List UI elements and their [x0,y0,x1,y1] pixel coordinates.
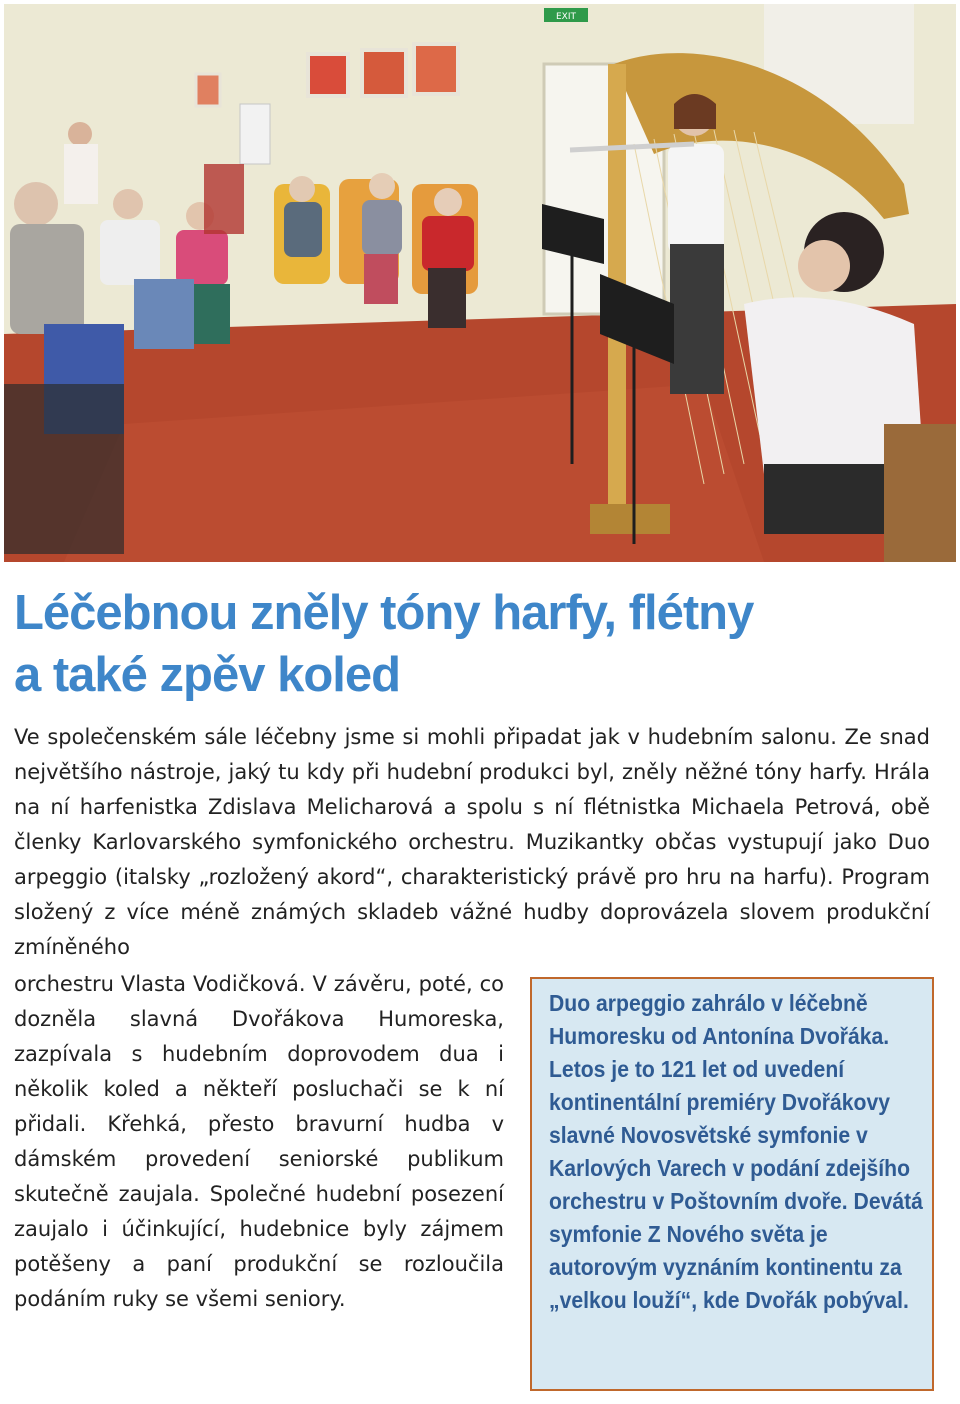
article-title [14,582,944,706]
painting-4 [196,74,220,106]
concert-photo-illustration [4,4,956,562]
article-title-line-2: a také zpěv koled [14,648,401,702]
article-column-text: orchestru Vlasta Vodičková. V závěru, poté, co dozněla slavná Dvořákova Humoreska, zazpívala s hudebním doprovodem dua i několik koled a někteří posluchači se k ní přidali. Křehká, přesto bravurní hudba v dámském provedení seniorské publikum skutečně zaujala. Společné hudební posezení zaujalo i účinkující, hudebnice byly zájmem potěšeny a paní produkční se rozloučila podáním ruky se všemi seniory. [14,972,504,1311]
painting-2 [362,50,406,96]
sidebar-text: Duo arpeggio zahrálo v léčebně Humoresku od Antonína Dvořáka. Letos je to 121 let od uvedení kontinentální premiéry Dvořákovy slavné Novosvětské symfonie v Karlových Varech v podání zdejšího orchestru v Poštovním dvoře. Devátá symfonie Z Nového světa je autorovým vyznáním kontinentu za „velkou louží“, kde Dvořák pobýval. [549,990,923,1313]
wall-tiles [240,104,270,164]
painting-1 [308,54,348,96]
painting-3 [414,44,458,94]
exit-sign-text: EXIT [555,12,577,22]
concert-photo [4,4,956,562]
article-title-line-1: Léčebnou zněly tóny harfy, flétny [14,586,754,640]
article-intro: Ve společenském sále léčebny jsme si mohli připadat jak v hudebním salonu. Ze snad největšího nástroje, jaký tu kdy při hudební produkci byl, zněly něžné tóny harfy. Hrála na ní harfenistka Zdislava Melicharová a spolu s ní flétnistka Michaela Petrová, obě členky Karlovarského symfonického orchestru. Muzikantky občas vystupují jako Duo arpeggio (italsky „rozložený akord“, charakteristický právě pro hru na harfu). Program složený z více méně známých skladeb vážné hudby doprovázela slovem produkční zmíněného [14,725,930,959]
sidebar-box [530,977,934,1391]
